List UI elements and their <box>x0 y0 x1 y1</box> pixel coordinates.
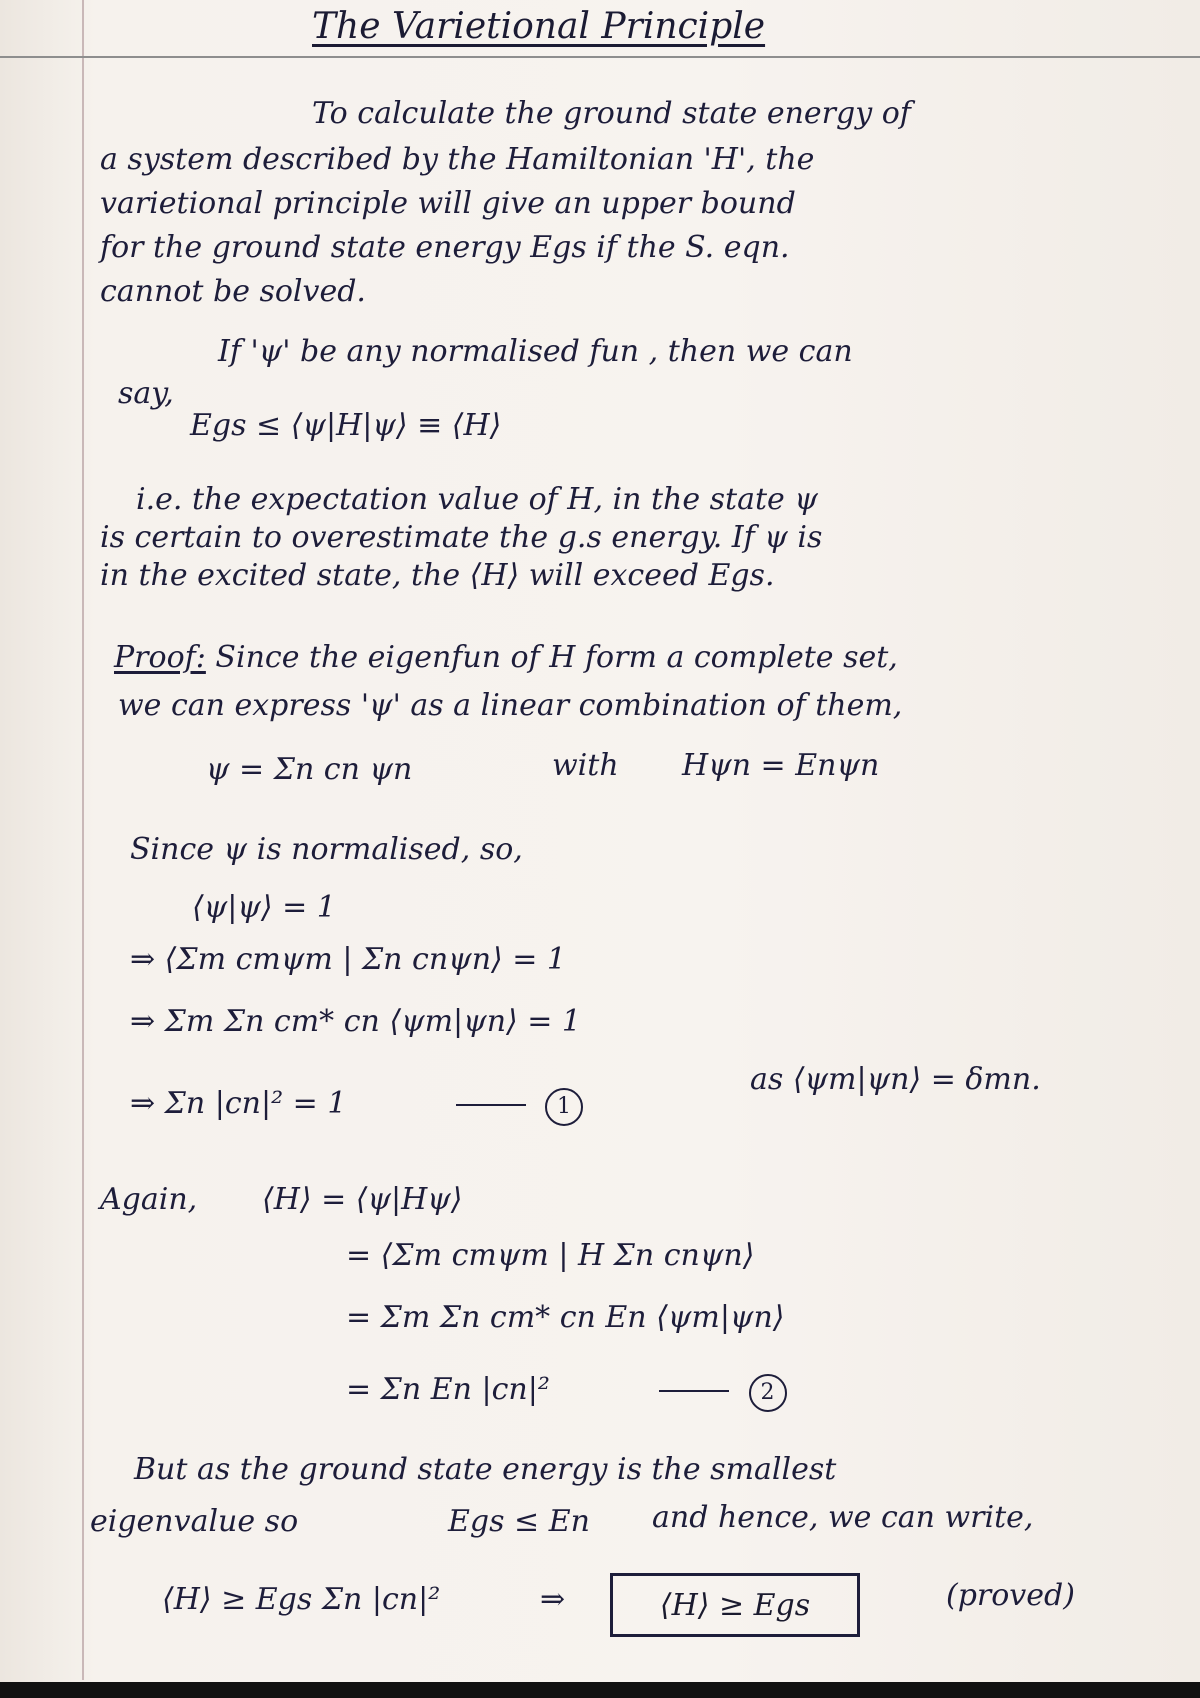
para3-line1: i.e. the expectation value of H, in the state ψ <box>136 482 818 517</box>
margin-line <box>82 0 84 1680</box>
para3-line3: in the excited state, the ⟨H⟩ will exceed Egs. <box>100 558 775 593</box>
para1-line2: a system described by the Hamiltonian 'H', the <box>100 142 815 177</box>
norm-step-4-row <box>130 1086 583 1126</box>
proof-line2: we can express 'ψ' as a linear combination of them, <box>118 688 903 723</box>
norm-step-2: ⇒ ⟨Σm cmψm | Σn cnψn⟩ = 1 <box>130 942 567 977</box>
h-step-1: ⟨H⟩ = ⟨ψ|Hψ⟩ <box>262 1182 463 1217</box>
proof-line1 <box>114 640 898 675</box>
conclusion-line2: eigenvalue so <box>90 1504 299 1539</box>
h-step-4: = Σn En |cn|² <box>346 1372 550 1407</box>
para1-line4: for the ground state energy Egs if the S. eqn. <box>100 230 790 265</box>
h-step-3: = Σm Σn cm* cn En ⟨ψm|ψn⟩ <box>346 1300 785 1335</box>
page-title: The Varietional Principle <box>312 6 766 47</box>
norm-step-4: ⇒ Σn |cn|² = 1 <box>130 1086 347 1121</box>
para2-line2: say, <box>118 376 174 411</box>
again-label: Again, <box>100 1182 198 1217</box>
equation-dash-2 <box>659 1390 729 1392</box>
final-lhs: ⟨H⟩ ≥ Egs Σn |cn|² <box>162 1582 441 1617</box>
para1-line5: cannot be solved. <box>100 274 366 309</box>
hence-text: and hence, we can write, <box>652 1500 1034 1535</box>
equation-number-2: 2 <box>749 1374 787 1412</box>
orthonormal-note: as ⟨ψm|ψn⟩ = δmn. <box>750 1062 1041 1097</box>
norm-step-3: ⇒ Σm Σn cm* cn ⟨ψm|ψn⟩ = 1 <box>130 1004 582 1039</box>
equation-number-1: 1 <box>545 1088 583 1126</box>
equation-dash <box>456 1104 526 1106</box>
final-result: ⟨H⟩ ≥ Egs <box>659 1587 811 1623</box>
ground-state-inequality: Egs ≤ En <box>448 1504 590 1539</box>
conclusion-line1: But as the ground state energy is the smallest <box>134 1452 837 1487</box>
proved-label: (proved) <box>946 1578 1075 1613</box>
para2-line1: If 'ψ' be any normalised fun , then we can <box>218 334 853 369</box>
expansion-with: with <box>552 748 619 783</box>
proof-text-1: Since the eigenfun of H form a complete set, <box>215 640 898 675</box>
h-step-2: = ⟨Σm cmψm | H Σn cnψn⟩ <box>346 1238 755 1273</box>
para3-line2: is certain to overestimate the g.s energy. If ψ is <box>100 520 823 555</box>
norm-step-1: ⟨ψ|ψ⟩ = 1 <box>192 890 336 925</box>
final-result-box <box>610 1573 860 1637</box>
expansion-lhs: ψ = Σn cn ψn <box>206 752 413 787</box>
expansion-rhs: Hψn = Enψn <box>682 748 880 783</box>
para1-line1: To calculate the ground state energy of <box>312 96 911 131</box>
para1-line3: varietional principle will give an upper bound <box>100 186 796 221</box>
h-step-4-row <box>346 1372 787 1412</box>
proof-label: Proof: <box>114 640 206 675</box>
implies-arrow: ⇒ <box>540 1582 566 1617</box>
main-inequality: Egs ≤ ⟨ψ|H|ψ⟩ ≡ ⟨H⟩ <box>190 408 502 443</box>
normalised-line: Since ψ is normalised, so, <box>130 832 523 867</box>
bottom-edge <box>0 1682 1200 1698</box>
header-rule <box>0 56 1200 58</box>
